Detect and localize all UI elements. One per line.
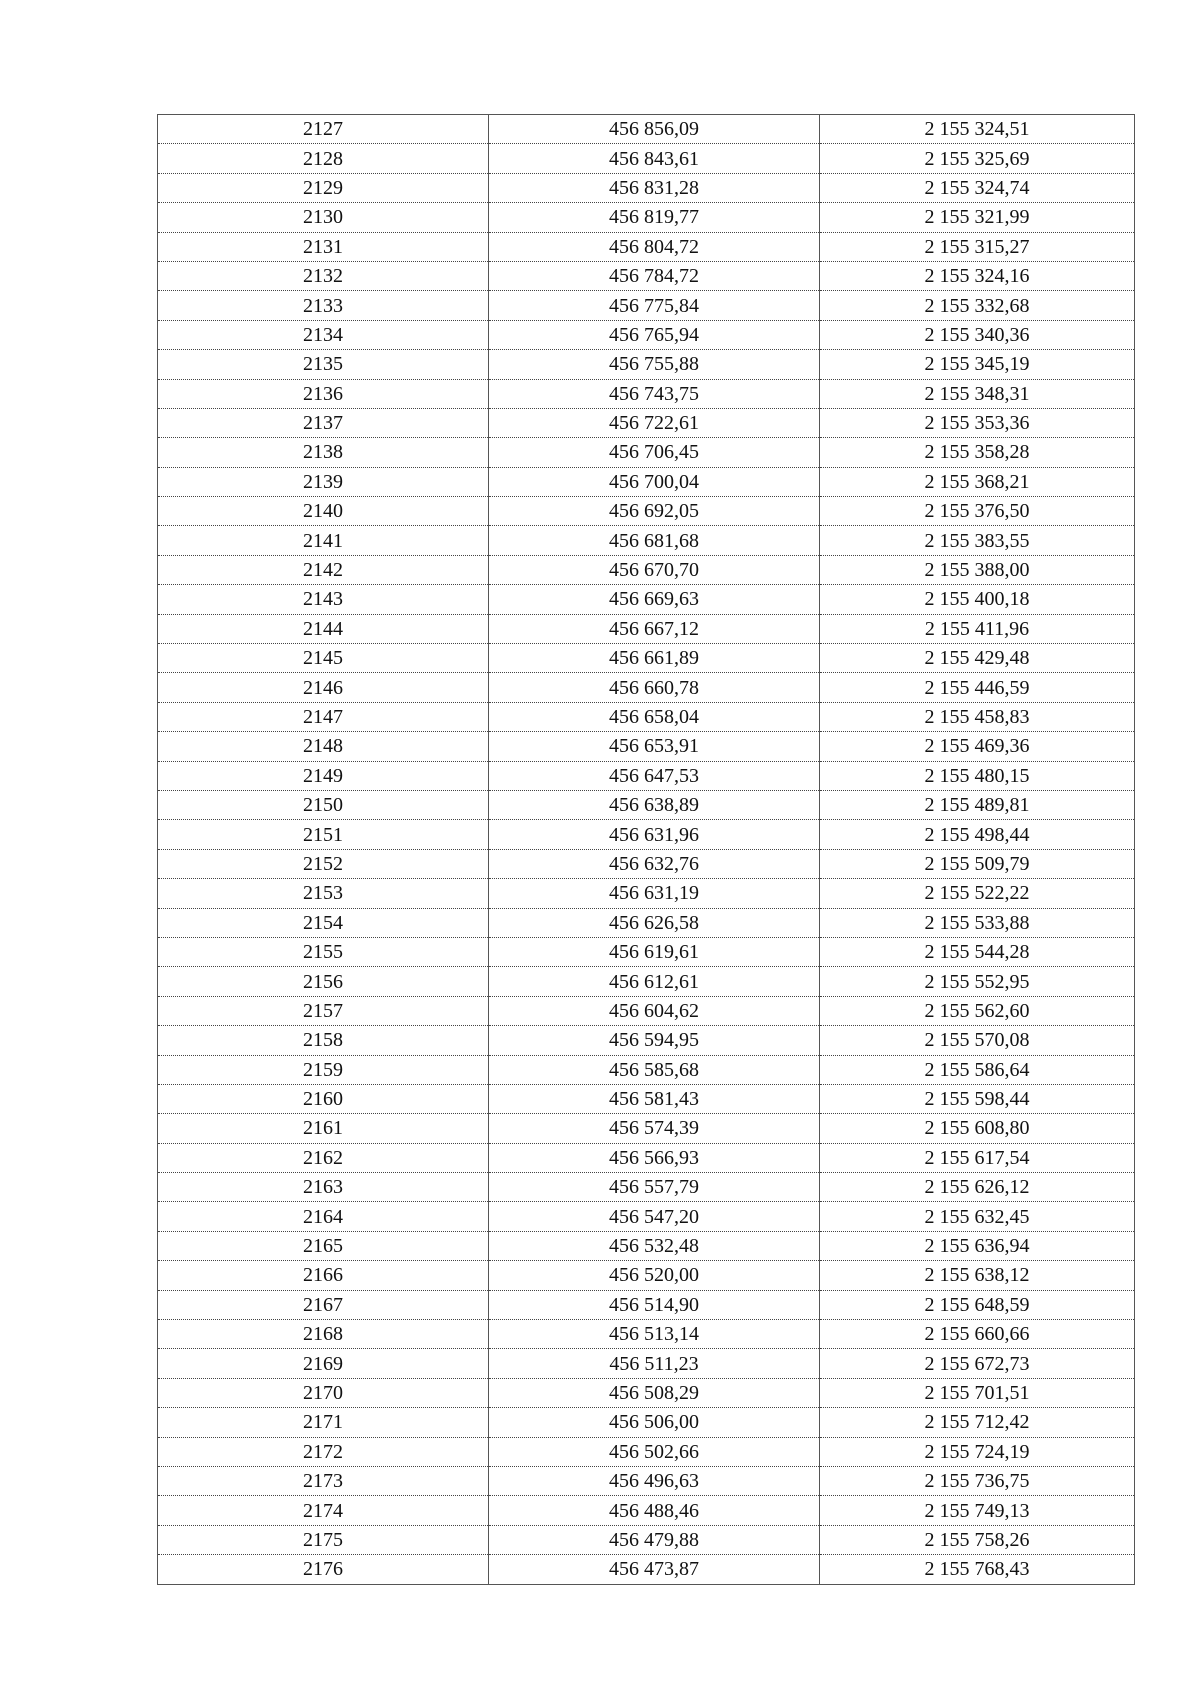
table-row <box>158 555 1135 584</box>
x-coordinate-cell: 456 706,45 <box>489 438 820 467</box>
table-row <box>158 614 1135 643</box>
table-row <box>158 967 1135 996</box>
table-row <box>158 1143 1135 1172</box>
x-coordinate-cell: 456 653,91 <box>489 732 820 761</box>
table-row <box>158 585 1135 614</box>
x-coordinate-cell: 456 557,79 <box>489 1173 820 1202</box>
y-coordinate-cell: 2 155 348,31 <box>820 379 1135 408</box>
x-coordinate-cell: 456 594,95 <box>489 1026 820 1055</box>
table-row <box>158 673 1135 702</box>
point-number-cell: 2140 <box>158 497 489 526</box>
table-row <box>158 144 1135 173</box>
y-coordinate-cell: 2 155 368,21 <box>820 467 1135 496</box>
x-coordinate-cell: 456 669,63 <box>489 585 820 614</box>
table-row <box>158 1026 1135 1055</box>
point-number-cell: 2142 <box>158 555 489 584</box>
x-coordinate-cell: 456 660,78 <box>489 673 820 702</box>
y-coordinate-cell: 2 155 480,15 <box>820 761 1135 790</box>
coordinates-table <box>157 114 1135 1585</box>
table-row <box>158 1320 1135 1349</box>
y-coordinate-cell: 2 155 411,96 <box>820 614 1135 643</box>
table-row <box>158 173 1135 202</box>
y-coordinate-cell: 2 155 724,19 <box>820 1437 1135 1466</box>
point-number-cell: 2169 <box>158 1349 489 1378</box>
table-row <box>158 203 1135 232</box>
table-row <box>158 732 1135 761</box>
table-row <box>158 320 1135 349</box>
x-coordinate-cell: 456 532,48 <box>489 1231 820 1260</box>
table-row <box>158 1055 1135 1084</box>
point-number-cell: 2134 <box>158 320 489 349</box>
y-coordinate-cell: 2 155 345,19 <box>820 350 1135 379</box>
x-coordinate-cell: 456 632,76 <box>489 849 820 878</box>
point-number-cell: 2163 <box>158 1173 489 1202</box>
point-number-cell: 2172 <box>158 1437 489 1466</box>
x-coordinate-cell: 456 722,61 <box>489 408 820 437</box>
y-coordinate-cell: 2 155 340,36 <box>820 320 1135 349</box>
point-number-cell: 2168 <box>158 1320 489 1349</box>
y-coordinate-cell: 2 155 562,60 <box>820 996 1135 1025</box>
table-row <box>158 1290 1135 1319</box>
point-number-cell: 2162 <box>158 1143 489 1172</box>
x-coordinate-cell: 456 631,19 <box>489 879 820 908</box>
y-coordinate-cell: 2 155 598,44 <box>820 1084 1135 1113</box>
point-number-cell: 2161 <box>158 1114 489 1143</box>
y-coordinate-cell: 2 155 552,95 <box>820 967 1135 996</box>
point-number-cell: 2144 <box>158 614 489 643</box>
x-coordinate-cell: 456 765,94 <box>489 320 820 349</box>
x-coordinate-cell: 456 479,88 <box>489 1525 820 1554</box>
table-row <box>158 1202 1135 1231</box>
x-coordinate-cell: 456 506,00 <box>489 1408 820 1437</box>
point-number-cell: 2174 <box>158 1496 489 1525</box>
y-coordinate-cell: 2 155 429,48 <box>820 644 1135 673</box>
x-coordinate-cell: 456 856,09 <box>489 115 820 144</box>
x-coordinate-cell: 456 547,20 <box>489 1202 820 1231</box>
y-coordinate-cell: 2 155 608,80 <box>820 1114 1135 1143</box>
x-coordinate-cell: 456 566,93 <box>489 1143 820 1172</box>
point-number-cell: 2159 <box>158 1055 489 1084</box>
y-coordinate-cell: 2 155 736,75 <box>820 1466 1135 1495</box>
y-coordinate-cell: 2 155 353,36 <box>820 408 1135 437</box>
x-coordinate-cell: 456 638,89 <box>489 790 820 819</box>
x-coordinate-cell: 456 700,04 <box>489 467 820 496</box>
point-number-cell: 2127 <box>158 115 489 144</box>
y-coordinate-cell: 2 155 321,99 <box>820 203 1135 232</box>
y-coordinate-cell: 2 155 648,59 <box>820 1290 1135 1319</box>
x-coordinate-cell: 456 661,89 <box>489 644 820 673</box>
x-coordinate-cell: 456 511,23 <box>489 1349 820 1378</box>
point-number-cell: 2139 <box>158 467 489 496</box>
point-number-cell: 2156 <box>158 967 489 996</box>
y-coordinate-cell: 2 155 758,26 <box>820 1525 1135 1554</box>
y-coordinate-cell: 2 155 489,81 <box>820 790 1135 819</box>
point-number-cell: 2164 <box>158 1202 489 1231</box>
x-coordinate-cell: 456 784,72 <box>489 261 820 290</box>
y-coordinate-cell: 2 155 509,79 <box>820 849 1135 878</box>
x-coordinate-cell: 456 804,72 <box>489 232 820 261</box>
table-body <box>158 115 1135 1585</box>
x-coordinate-cell: 456 496,63 <box>489 1466 820 1495</box>
x-coordinate-cell: 456 667,12 <box>489 614 820 643</box>
y-coordinate-cell: 2 155 570,08 <box>820 1026 1135 1055</box>
y-coordinate-cell: 2 155 325,69 <box>820 144 1135 173</box>
x-coordinate-cell: 456 473,87 <box>489 1555 820 1584</box>
point-number-cell: 2171 <box>158 1408 489 1437</box>
x-coordinate-cell: 456 658,04 <box>489 702 820 731</box>
x-coordinate-cell: 456 520,00 <box>489 1261 820 1290</box>
point-number-cell: 2130 <box>158 203 489 232</box>
table-row <box>158 1231 1135 1260</box>
table-row <box>158 849 1135 878</box>
point-number-cell: 2133 <box>158 291 489 320</box>
y-coordinate-cell: 2 155 498,44 <box>820 820 1135 849</box>
y-coordinate-cell: 2 155 533,88 <box>820 908 1135 937</box>
point-number-cell: 2160 <box>158 1084 489 1113</box>
y-coordinate-cell: 2 155 660,66 <box>820 1320 1135 1349</box>
point-number-cell: 2175 <box>158 1525 489 1554</box>
y-coordinate-cell: 2 155 749,13 <box>820 1496 1135 1525</box>
table-row <box>158 1084 1135 1113</box>
x-coordinate-cell: 456 631,96 <box>489 820 820 849</box>
y-coordinate-cell: 2 155 712,42 <box>820 1408 1135 1437</box>
x-coordinate-cell: 456 612,61 <box>489 967 820 996</box>
table-row <box>158 644 1135 673</box>
x-coordinate-cell: 456 843,61 <box>489 144 820 173</box>
table-row <box>158 291 1135 320</box>
table-row <box>158 438 1135 467</box>
table-row <box>158 908 1135 937</box>
x-coordinate-cell: 456 692,05 <box>489 497 820 526</box>
point-number-cell: 2145 <box>158 644 489 673</box>
x-coordinate-cell: 456 831,28 <box>489 173 820 202</box>
point-number-cell: 2136 <box>158 379 489 408</box>
y-coordinate-cell: 2 155 617,54 <box>820 1143 1135 1172</box>
y-coordinate-cell: 2 155 400,18 <box>820 585 1135 614</box>
y-coordinate-cell: 2 155 638,12 <box>820 1261 1135 1290</box>
point-number-cell: 2155 <box>158 937 489 966</box>
x-coordinate-cell: 456 574,39 <box>489 1114 820 1143</box>
point-number-cell: 2148 <box>158 732 489 761</box>
y-coordinate-cell: 2 155 586,64 <box>820 1055 1135 1084</box>
y-coordinate-cell: 2 155 458,83 <box>820 702 1135 731</box>
point-number-cell: 2146 <box>158 673 489 702</box>
x-coordinate-cell: 456 755,88 <box>489 350 820 379</box>
x-coordinate-cell: 456 743,75 <box>489 379 820 408</box>
y-coordinate-cell: 2 155 469,36 <box>820 732 1135 761</box>
table-row <box>158 1525 1135 1554</box>
y-coordinate-cell: 2 155 358,28 <box>820 438 1135 467</box>
table-row <box>158 467 1135 496</box>
y-coordinate-cell: 2 155 388,00 <box>820 555 1135 584</box>
table-row <box>158 497 1135 526</box>
table-row <box>158 1114 1135 1143</box>
x-coordinate-cell: 456 508,29 <box>489 1378 820 1407</box>
point-number-cell: 2170 <box>158 1378 489 1407</box>
y-coordinate-cell: 2 155 672,73 <box>820 1349 1135 1378</box>
point-number-cell: 2165 <box>158 1231 489 1260</box>
table-row <box>158 790 1135 819</box>
table-row <box>158 996 1135 1025</box>
y-coordinate-cell: 2 155 324,51 <box>820 115 1135 144</box>
point-number-cell: 2152 <box>158 849 489 878</box>
point-number-cell: 2143 <box>158 585 489 614</box>
y-coordinate-cell: 2 155 701,51 <box>820 1378 1135 1407</box>
point-number-cell: 2128 <box>158 144 489 173</box>
table-row <box>158 379 1135 408</box>
y-coordinate-cell: 2 155 768,43 <box>820 1555 1135 1584</box>
y-coordinate-cell: 2 155 636,94 <box>820 1231 1135 1260</box>
y-coordinate-cell: 2 155 446,59 <box>820 673 1135 702</box>
table-row <box>158 937 1135 966</box>
x-coordinate-cell: 456 775,84 <box>489 291 820 320</box>
point-number-cell: 2137 <box>158 408 489 437</box>
point-number-cell: 2166 <box>158 1261 489 1290</box>
table-row <box>158 1378 1135 1407</box>
y-coordinate-cell: 2 155 332,68 <box>820 291 1135 320</box>
x-coordinate-cell: 456 488,46 <box>489 1496 820 1525</box>
table-row <box>158 1408 1135 1437</box>
table-row <box>158 702 1135 731</box>
table-row <box>158 350 1135 379</box>
table-row <box>158 1261 1135 1290</box>
y-coordinate-cell: 2 155 544,28 <box>820 937 1135 966</box>
x-coordinate-cell: 456 626,58 <box>489 908 820 937</box>
point-number-cell: 2167 <box>158 1290 489 1319</box>
table-row <box>158 261 1135 290</box>
point-number-cell: 2141 <box>158 526 489 555</box>
point-number-cell: 2131 <box>158 232 489 261</box>
table-row <box>158 115 1135 144</box>
point-number-cell: 2138 <box>158 438 489 467</box>
y-coordinate-cell: 2 155 522,22 <box>820 879 1135 908</box>
table-row <box>158 1466 1135 1495</box>
point-number-cell: 2149 <box>158 761 489 790</box>
y-coordinate-cell: 2 155 376,50 <box>820 497 1135 526</box>
point-number-cell: 2176 <box>158 1555 489 1584</box>
table-row <box>158 1496 1135 1525</box>
x-coordinate-cell: 456 581,43 <box>489 1084 820 1113</box>
x-coordinate-cell: 456 819,77 <box>489 203 820 232</box>
point-number-cell: 2153 <box>158 879 489 908</box>
table-row <box>158 1173 1135 1202</box>
table-row <box>158 820 1135 849</box>
point-number-cell: 2147 <box>158 702 489 731</box>
point-number-cell: 2129 <box>158 173 489 202</box>
table-row <box>158 761 1135 790</box>
y-coordinate-cell: 2 155 383,55 <box>820 526 1135 555</box>
y-coordinate-cell: 2 155 324,16 <box>820 261 1135 290</box>
point-number-cell: 2150 <box>158 790 489 819</box>
point-number-cell: 2158 <box>158 1026 489 1055</box>
y-coordinate-cell: 2 155 626,12 <box>820 1173 1135 1202</box>
table-row <box>158 1555 1135 1584</box>
table-row <box>158 408 1135 437</box>
table-row <box>158 1349 1135 1378</box>
table-row <box>158 232 1135 261</box>
y-coordinate-cell: 2 155 315,27 <box>820 232 1135 261</box>
x-coordinate-cell: 456 619,61 <box>489 937 820 966</box>
x-coordinate-cell: 456 670,70 <box>489 555 820 584</box>
table-row <box>158 879 1135 908</box>
table-row <box>158 1437 1135 1466</box>
x-coordinate-cell: 456 513,14 <box>489 1320 820 1349</box>
point-number-cell: 2157 <box>158 996 489 1025</box>
point-number-cell: 2151 <box>158 820 489 849</box>
x-coordinate-cell: 456 681,68 <box>489 526 820 555</box>
x-coordinate-cell: 456 502,66 <box>489 1437 820 1466</box>
point-number-cell: 2135 <box>158 350 489 379</box>
x-coordinate-cell: 456 514,90 <box>489 1290 820 1319</box>
point-number-cell: 2173 <box>158 1466 489 1495</box>
point-number-cell: 2154 <box>158 908 489 937</box>
x-coordinate-cell: 456 604,62 <box>489 996 820 1025</box>
y-coordinate-cell: 2 155 324,74 <box>820 173 1135 202</box>
point-number-cell: 2132 <box>158 261 489 290</box>
x-coordinate-cell: 456 585,68 <box>489 1055 820 1084</box>
x-coordinate-cell: 456 647,53 <box>489 761 820 790</box>
y-coordinate-cell: 2 155 632,45 <box>820 1202 1135 1231</box>
table-row <box>158 526 1135 555</box>
